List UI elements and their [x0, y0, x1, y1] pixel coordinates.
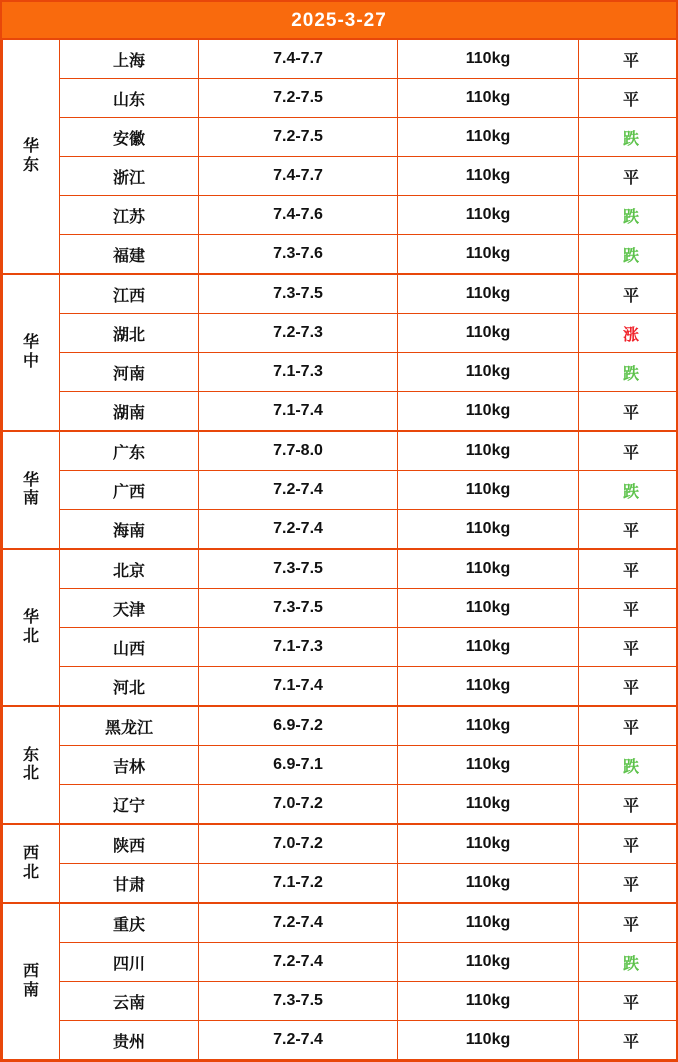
- table-row: [3, 196, 678, 235]
- standard-weight: 110kg: [398, 314, 579, 353]
- province-name: 广西: [60, 471, 199, 510]
- table-row: [3, 549, 678, 589]
- standard-weight: 110kg: [398, 431, 579, 471]
- price-range: 7.2-7.4: [199, 1021, 398, 1060]
- price-range: 7.2-7.3: [199, 314, 398, 353]
- trend-indicator: 平: [579, 392, 678, 432]
- standard-weight: 110kg: [398, 628, 579, 667]
- standard-weight: 110kg: [398, 235, 579, 275]
- price-range: 7.2-7.4: [199, 903, 398, 943]
- standard-weight: 110kg: [398, 274, 579, 314]
- standard-weight: 110kg: [398, 471, 579, 510]
- table-row: [3, 824, 678, 864]
- price-table-body: [3, 39, 678, 1060]
- price-range: 7.1-7.3: [199, 628, 398, 667]
- standard-weight: 110kg: [398, 824, 579, 864]
- region-label: [3, 706, 60, 824]
- trend-indicator: 平: [579, 431, 678, 471]
- standard-weight: 110kg: [398, 39, 579, 79]
- trend-indicator: 平: [579, 785, 678, 825]
- province-name: 湖北: [60, 314, 199, 353]
- table-row: [3, 274, 678, 314]
- trend-indicator: 跌: [579, 471, 678, 510]
- table-row: [3, 706, 678, 746]
- table-row: [3, 628, 678, 667]
- province-name: 山西: [60, 628, 199, 667]
- price-range: 7.3-7.5: [199, 982, 398, 1021]
- price-range: 7.3-7.5: [199, 549, 398, 589]
- trend-indicator: 平: [579, 79, 678, 118]
- standard-weight: 110kg: [398, 196, 579, 235]
- price-range: 7.4-7.7: [199, 157, 398, 196]
- standard-weight: 110kg: [398, 353, 579, 392]
- standard-weight: 110kg: [398, 79, 579, 118]
- price-range: 7.2-7.4: [199, 510, 398, 550]
- table-row: [3, 314, 678, 353]
- province-name: 陕西: [60, 824, 199, 864]
- standard-weight: 110kg: [398, 706, 579, 746]
- table-row: [3, 589, 678, 628]
- region-label-text: 华中: [23, 334, 39, 371]
- table-row: [3, 785, 678, 825]
- table-row: [3, 353, 678, 392]
- price-range: 7.4-7.7: [199, 39, 398, 79]
- price-range: 7.0-7.2: [199, 824, 398, 864]
- trend-indicator: 跌: [579, 943, 678, 982]
- standard-weight: 110kg: [398, 982, 579, 1021]
- trend-indicator: 涨: [579, 314, 678, 353]
- standard-weight: 110kg: [398, 746, 579, 785]
- province-name: 云南: [60, 982, 199, 1021]
- province-name: 浙江: [60, 157, 199, 196]
- region-label-text: 西南: [23, 963, 39, 1000]
- province-name: 贵州: [60, 1021, 199, 1060]
- table-row: [3, 510, 678, 550]
- price-range: 7.3-7.5: [199, 274, 398, 314]
- trend-indicator: 跌: [579, 196, 678, 235]
- province-name: 江西: [60, 274, 199, 314]
- province-name: 吉林: [60, 746, 199, 785]
- trend-indicator: 跌: [579, 118, 678, 157]
- province-name: 上海: [60, 39, 199, 79]
- standard-weight: 110kg: [398, 667, 579, 707]
- province-name: 安徽: [60, 118, 199, 157]
- price-range: 6.9-7.1: [199, 746, 398, 785]
- table-row: [3, 864, 678, 904]
- province-name: 辽宁: [60, 785, 199, 825]
- table-row: [3, 746, 678, 785]
- region-label-text: 西北: [23, 845, 39, 882]
- table-row: [3, 471, 678, 510]
- trend-indicator: 平: [579, 39, 678, 79]
- trend-indicator: 平: [579, 864, 678, 904]
- table-row: [3, 431, 678, 471]
- trend-indicator: 平: [579, 589, 678, 628]
- price-range: 7.2-7.4: [199, 471, 398, 510]
- price-range: 7.0-7.2: [199, 785, 398, 825]
- standard-weight: 110kg: [398, 589, 579, 628]
- region-label-text: 华东: [23, 138, 39, 175]
- price-range: 7.2-7.4: [199, 943, 398, 982]
- province-name: 河南: [60, 353, 199, 392]
- price-table-container: [0, 38, 678, 1062]
- trend-indicator: 跌: [579, 746, 678, 785]
- region-label: [3, 39, 60, 274]
- province-name: 广东: [60, 431, 199, 471]
- trend-indicator: 平: [579, 706, 678, 746]
- table-row: [3, 903, 678, 943]
- trend-indicator: 平: [579, 549, 678, 589]
- price-range: 7.2-7.5: [199, 79, 398, 118]
- price-range: 7.1-7.4: [199, 392, 398, 432]
- standard-weight: 110kg: [398, 864, 579, 904]
- province-name: 甘肃: [60, 864, 199, 904]
- table-row: [3, 79, 678, 118]
- price-range: 6.9-7.2: [199, 706, 398, 746]
- region-label: [3, 274, 60, 431]
- table-row: [3, 118, 678, 157]
- price-range: 7.1-7.4: [199, 667, 398, 707]
- region-label: [3, 431, 60, 549]
- trend-indicator: 平: [579, 824, 678, 864]
- table-row: [3, 235, 678, 275]
- report-date-header: 2025-3-27: [0, 0, 678, 38]
- province-name: 山东: [60, 79, 199, 118]
- table-row: [3, 39, 678, 79]
- standard-weight: 110kg: [398, 118, 579, 157]
- region-label-text: 华北: [23, 609, 39, 646]
- trend-indicator: 平: [579, 157, 678, 196]
- standard-weight: 110kg: [398, 943, 579, 982]
- trend-indicator: 跌: [579, 353, 678, 392]
- trend-indicator: 平: [579, 667, 678, 707]
- region-label: [3, 903, 60, 1060]
- trend-indicator: 平: [579, 903, 678, 943]
- standard-weight: 110kg: [398, 392, 579, 432]
- province-name: 福建: [60, 235, 199, 275]
- province-name: 黑龙江: [60, 706, 199, 746]
- province-name: 江苏: [60, 196, 199, 235]
- price-range: 7.3-7.6: [199, 235, 398, 275]
- standard-weight: 110kg: [398, 157, 579, 196]
- trend-indicator: 跌: [579, 235, 678, 275]
- table-row: [3, 1021, 678, 1060]
- standard-weight: 110kg: [398, 549, 579, 589]
- province-name: 湖南: [60, 392, 199, 432]
- province-name: 河北: [60, 667, 199, 707]
- province-name: 四川: [60, 943, 199, 982]
- region-label-text: 华南: [23, 472, 39, 509]
- trend-indicator: 平: [579, 510, 678, 550]
- table-row: [3, 392, 678, 432]
- pig-price-table: [2, 38, 678, 1060]
- price-range: 7.3-7.5: [199, 589, 398, 628]
- table-row: [3, 157, 678, 196]
- trend-indicator: 平: [579, 274, 678, 314]
- region-label: [3, 549, 60, 706]
- table-row: [3, 667, 678, 707]
- standard-weight: 110kg: [398, 785, 579, 825]
- trend-indicator: 平: [579, 982, 678, 1021]
- standard-weight: 110kg: [398, 510, 579, 550]
- price-range: 7.2-7.5: [199, 118, 398, 157]
- table-row: [3, 943, 678, 982]
- standard-weight: 110kg: [398, 1021, 579, 1060]
- trend-indicator: 平: [579, 1021, 678, 1060]
- province-name: 天津: [60, 589, 199, 628]
- region-label: [3, 824, 60, 903]
- price-range: 7.7-8.0: [199, 431, 398, 471]
- table-row: [3, 982, 678, 1021]
- standard-weight: 110kg: [398, 903, 579, 943]
- price-range: 7.1-7.2: [199, 864, 398, 904]
- province-name: 重庆: [60, 903, 199, 943]
- province-name: 海南: [60, 510, 199, 550]
- trend-indicator: 平: [579, 628, 678, 667]
- price-range: 7.4-7.6: [199, 196, 398, 235]
- region-label-text: 东北: [23, 747, 39, 784]
- price-range: 7.1-7.3: [199, 353, 398, 392]
- province-name: 北京: [60, 549, 199, 589]
